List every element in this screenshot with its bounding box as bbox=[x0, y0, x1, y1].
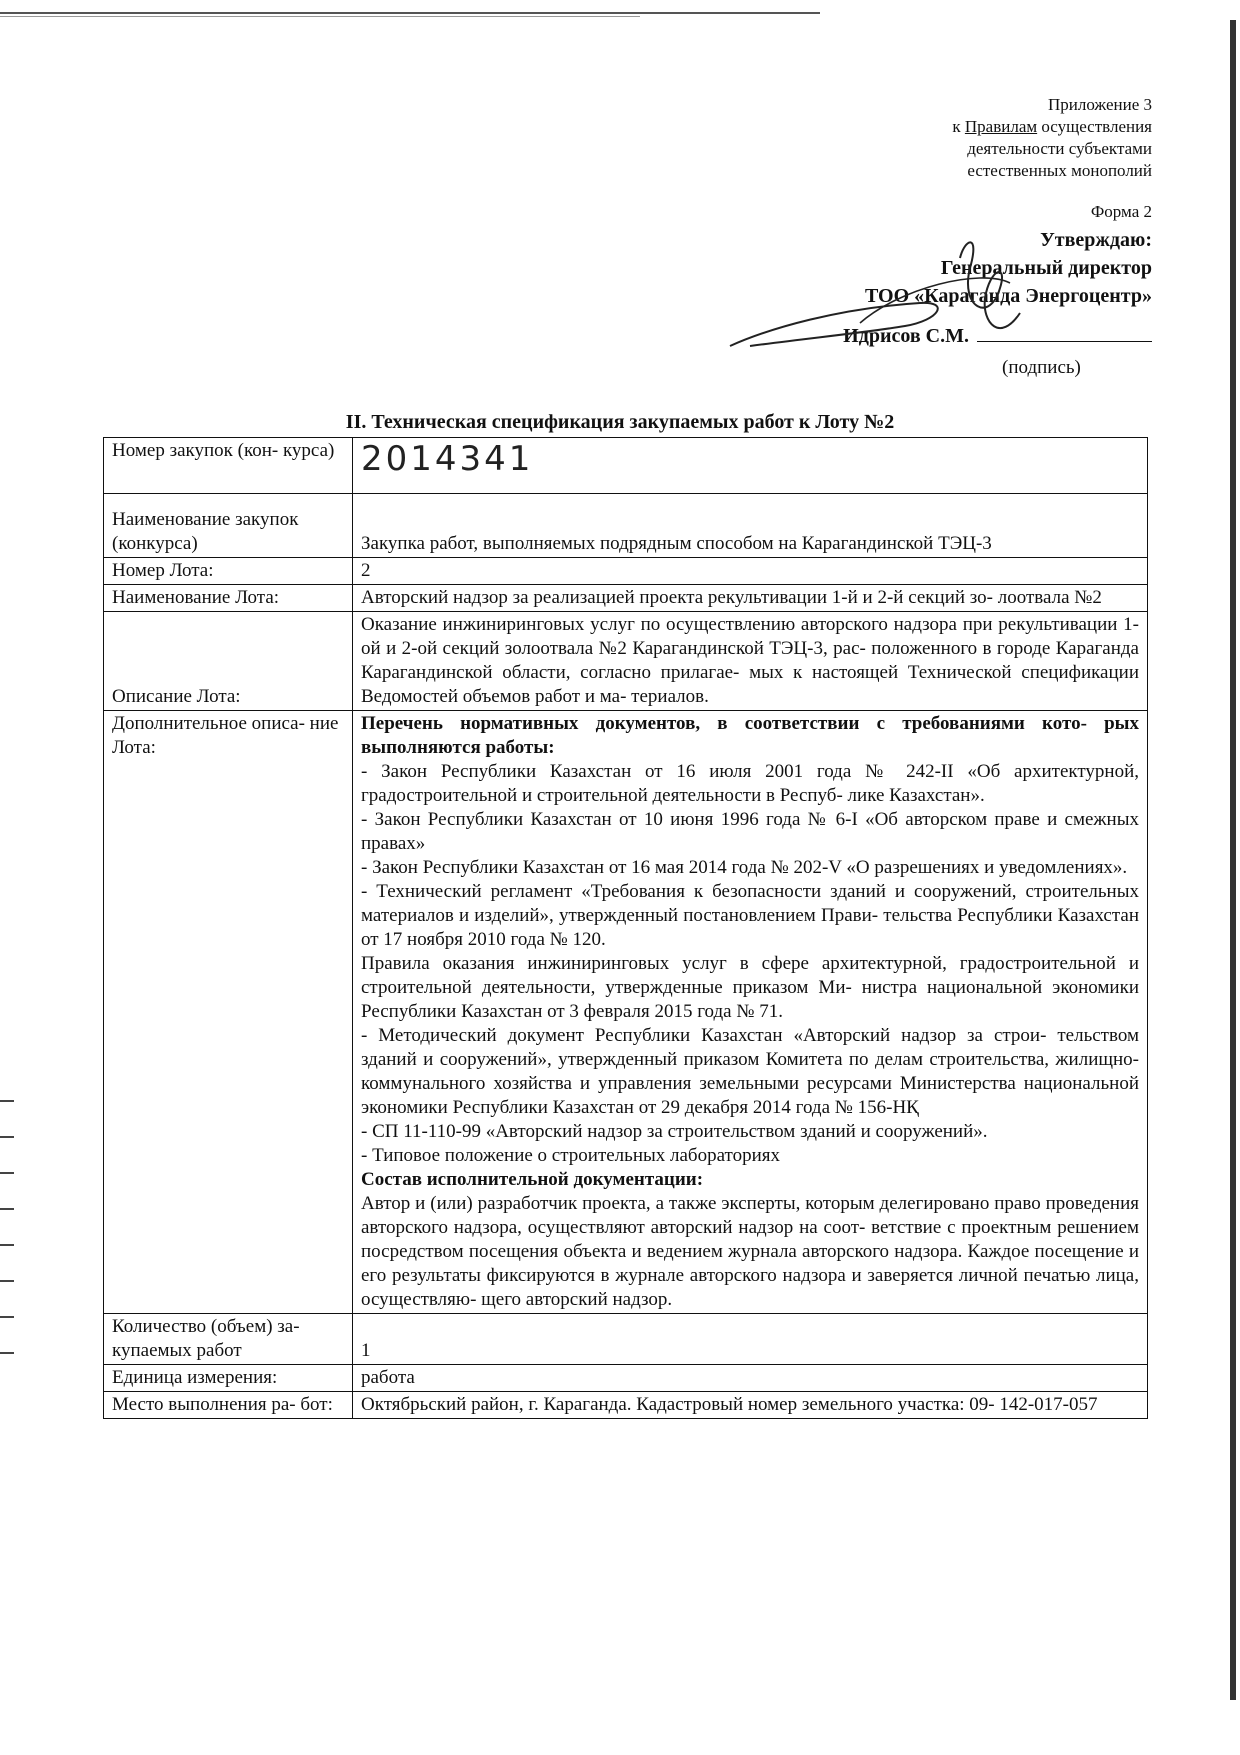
list-item: Правила оказания инжиниринговых услуг в сфере архитектурной, градостроительной и строительной деятельности, утвержденные приказом Ми- нистра национальной экономики Республики Казахстан от 3 февраля 2015 года № 71. bbox=[361, 953, 1139, 1022]
documentation-paragraph: Автор и (или) разработчик проекта, а также эксперты, которым делегировано право проведения авторского надзора, осуществляют авторский надзор на соот- ветствие с проектным решением посредством посещения объекта и ведением журнала авторского надзора. Каждое посещение и его результаты фиксируются в журнале авторского надзора и заверяется личной печатью лица, осуществляю- щего авторский надзор. bbox=[361, 1193, 1139, 1310]
list-item: - СП 11-110-99 «Авторский надзор за строительством зданий и сооружений». bbox=[361, 1121, 988, 1142]
table-row bbox=[104, 558, 1148, 585]
normative-docs-heading: Перечень нормативных документов, в соответствии с требованиями кото- рых выполняются работы: bbox=[361, 713, 1139, 758]
list-item: - Закон Республики Казахстан от 16 июля 2001 года № 242-II «Об архитектурной, градостроительной и строительной деятельности в Респуб- лике Казахстан». bbox=[361, 761, 1139, 806]
table-row bbox=[104, 1392, 1148, 1419]
section-title: II. Техническая спецификация закупаемых работ к Лоту №2 bbox=[345, 411, 895, 433]
approver-company: ТОО «Караганда Энергоцентр» bbox=[864, 285, 1152, 307]
appendix-line-4: естественных монополий bbox=[967, 161, 1152, 180]
row-label: Наименование закупок (конкурса) bbox=[104, 494, 353, 558]
scan-edge-left bbox=[0, 1100, 14, 1600]
table-row bbox=[104, 1365, 1148, 1392]
appendix-line-3: деятельности субъектами bbox=[967, 139, 1152, 158]
table-row bbox=[104, 711, 1148, 1314]
row-value: Закупка работ, выполняемых подрядным способом на Карагандинской ТЭЦ-3 bbox=[353, 494, 1148, 558]
row-value: Оказание инжиниринговых услуг по осуществлению авторского надзора при рекультивации 1-ой и 2-ой секций золоотвала №2 Карагандинской ТЭЦ-3, рас- положенного в городе Караганда Карагандинской области, согласно прилагае- мых к настоящей Технической спецификации Ведомостей объемов работ и ма- териалов. bbox=[353, 612, 1148, 711]
table-row bbox=[104, 612, 1148, 711]
row-label: Количество (объем) за- купаемых работ bbox=[104, 1314, 353, 1365]
row-label: Единица измерения: bbox=[104, 1365, 353, 1392]
row-label: Наименование Лота: bbox=[104, 585, 353, 612]
scan-edge-right bbox=[1230, 20, 1236, 1700]
documentation-heading: Состав исполнительной документации: bbox=[361, 1169, 704, 1190]
row-value: Авторский надзор за реализацией проекта рекультивации 1-й и 2-й секций зо- лоотвала №2 bbox=[353, 585, 1148, 612]
row-value: Октябрьский район, г. Караганда. Кадастровый номер земельного участка: 09- 142-017-057 bbox=[353, 1392, 1148, 1419]
row-label: Номер закупок (кон- курса) bbox=[104, 438, 353, 494]
additional-description bbox=[353, 711, 1148, 1314]
list-item: - Закон Республики Казахстан от 10 июня 1996 года № 6-I «Об авторском праве и смежных правах» bbox=[361, 809, 1139, 854]
form-label: Форма 2 bbox=[1090, 202, 1152, 221]
row-value: 2 bbox=[353, 558, 1148, 585]
table-row bbox=[104, 494, 1148, 558]
table-row bbox=[104, 1314, 1148, 1365]
row-value: 1 bbox=[353, 1314, 1148, 1365]
row-value: работа bbox=[353, 1365, 1148, 1392]
list-item: - Технический регламент «Требования к безопасности зданий и сооружений, строительных материалов и изделий», утвержденный постановлением Прави- тельства Республики Казахстан от 17 ноября 2010 года № 120. bbox=[361, 881, 1139, 950]
row-label: Дополнительное описа- ние Лота: bbox=[104, 711, 353, 1314]
approver-position: Генеральный директор bbox=[940, 257, 1152, 279]
list-item: - Типовое положение о строительных лабораториях bbox=[361, 1145, 780, 1166]
table-row bbox=[104, 438, 1148, 494]
appendix-line-2: к Правилам осуществления bbox=[952, 117, 1152, 136]
row-label: Номер Лота: bbox=[104, 558, 353, 585]
scan-artifact-top bbox=[0, 12, 820, 14]
approver-name: Идрисов С.М. bbox=[843, 325, 969, 347]
handwritten-signature bbox=[690, 228, 1110, 368]
purchase-number-handwritten: 2014341 bbox=[353, 438, 1148, 494]
appendix-line-1: Приложение 3 bbox=[1048, 95, 1152, 114]
list-item: - Закон Республики Казахстан от 16 мая 2014 года № 202-V «О разрешениях и уведомлениях». bbox=[361, 857, 1128, 878]
row-label: Описание Лота: bbox=[104, 612, 353, 711]
row-label: Место выполнения ра- бот: bbox=[104, 1392, 353, 1419]
appendix-header bbox=[772, 94, 1152, 182]
specification-table bbox=[103, 437, 1148, 1419]
list-item: - Методический документ Республики Казахстан «Авторский надзор за строи- тельством зданий и сооружений», утвержденный приказом Комитета по делам строительства, жилищно-коммунального хозяйства и управления земельными ресурсами Министерства национальной экономики Республики Казахстан от 29 декабря 2014 года № 156-НҚ bbox=[361, 1025, 1139, 1118]
rules-link[interactable]: Правилам bbox=[964, 117, 1038, 136]
scan-artifact-top-thin bbox=[0, 16, 640, 17]
table-row bbox=[104, 585, 1148, 612]
approve-word: Утверждаю: bbox=[1040, 229, 1152, 251]
signature-caption: (подпись) bbox=[1002, 357, 1081, 378]
